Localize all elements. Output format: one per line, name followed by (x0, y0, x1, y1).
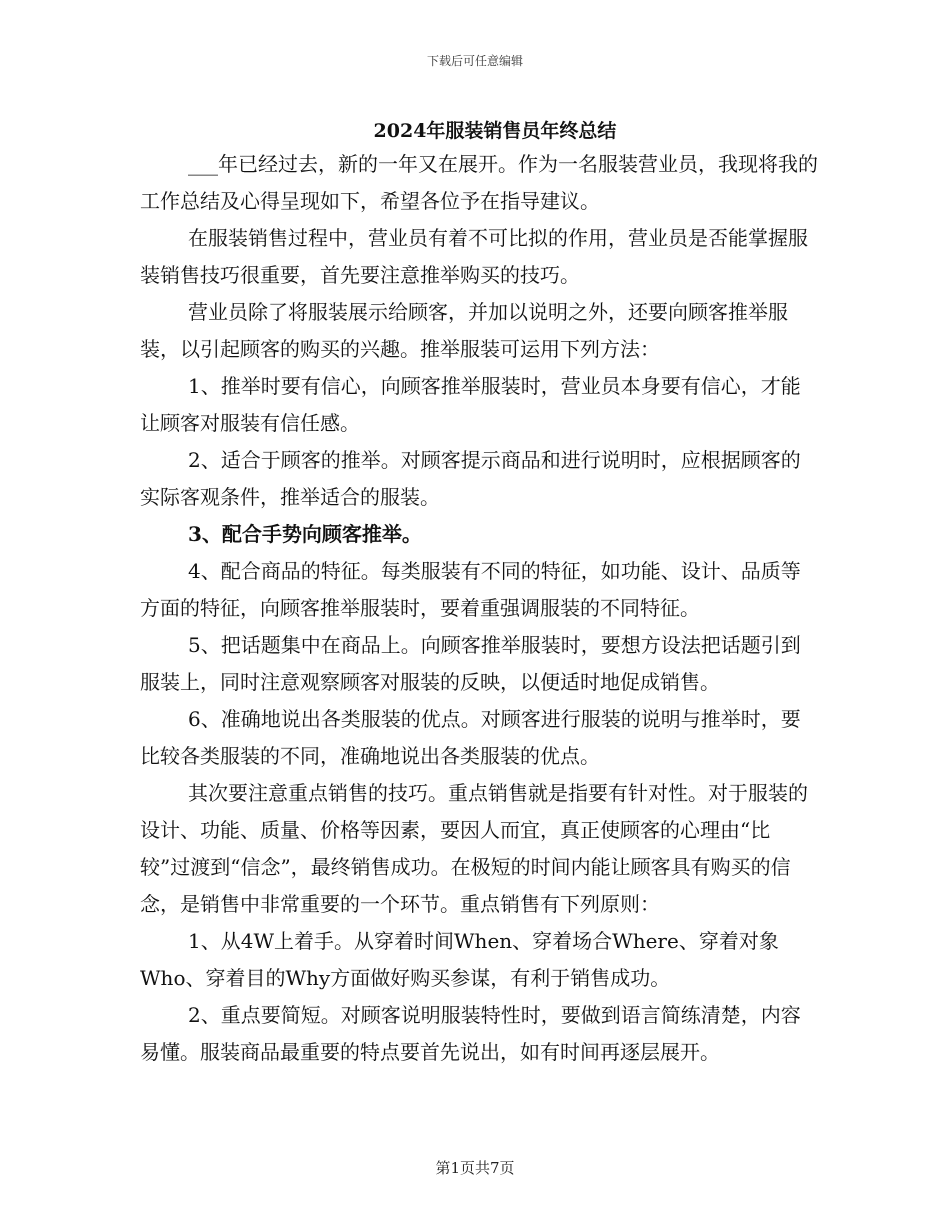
list-item-method-1: 1、推举时要有信心，向顾客推举服装时，营业员本身要有信心，才能让顾客对服装有信任感。 (140, 374, 801, 435)
list-item-method-5: 5、把话题集中在商品上。向顾客推举服装时，要想方设法把话题引到服装上，同时注意观察顾客对服装的反映，以便适时地促成销售。 (140, 633, 801, 694)
paragraph-key-selling: 其次要注意重点销售的技巧。重点销售就是指要有针对性。对于服装的设计、功能、质量、价格等因素，要因人而宜，真正使顾客的心理由“比较”过渡到“信念”，最终销售成功。在极短的时间内能让顾客具有购买的信念，是销售中非常重要的一个环节。重点销售有下列原则： (140, 781, 808, 916)
paragraph-methods: 营业员除了将服装展示给顾客，并加以说明之外，还要向顾客推举服装，以引起顾客的购买的兴趣。推举服装可运用下列方法： (140, 300, 788, 361)
page-number: 第1页共7页 (435, 1159, 515, 1177)
document-body (140, 146, 820, 1071)
list-item-method-2: 2、适合于顾客的推举。对顾客提示商品和进行说明时，应根据顾客的实际客观条件，推举适合的服装。 (140, 448, 801, 509)
document-title: 2024年服装销售员年终总结 (373, 120, 617, 142)
list-item-principle-1: 1、从4W上着手。从穿着时间When、穿着场合Where、穿着对象Who、穿着目的Why方面做好购买参谋，有利于销售成功。 (140, 929, 779, 990)
paragraph-role: 在服装销售过程中，营业员有着不可比拟的作用，营业员是否能掌握服装销售技巧很重要，首先要注意推举购买的技巧。 (140, 226, 808, 287)
page-header: 下载后可任意编辑 (426, 54, 523, 68)
list-item-method-3: 3、配合手势向顾客推举。 (188, 522, 422, 546)
list-item-principle-2: 2、重点要简短。对顾客说明服装特性时，要做到语言简练清楚，内容易懂。服装商品最重要的特点要首先说出，如有时间再逐层展开。 (140, 1003, 801, 1064)
paragraph-intro: ___年已经过去，新的一年又在展开。作为一名服装营业员，我现将我的工作总结及心得呈现如下，希望各位予在指导建议。 (140, 152, 818, 213)
list-item-method-6: 6、准确地说出各类服装的优点。对顾客进行服装的说明与推举时，要比较各类服装的不同，准确地说出各类服装的优点。 (140, 707, 801, 768)
list-item-method-4: 4、配合商品的特征。每类服装有不同的特征，如功能、设计、品质等方面的特征，向顾客推举服装时，要着重强调服装的不同特征。 (140, 559, 801, 620)
